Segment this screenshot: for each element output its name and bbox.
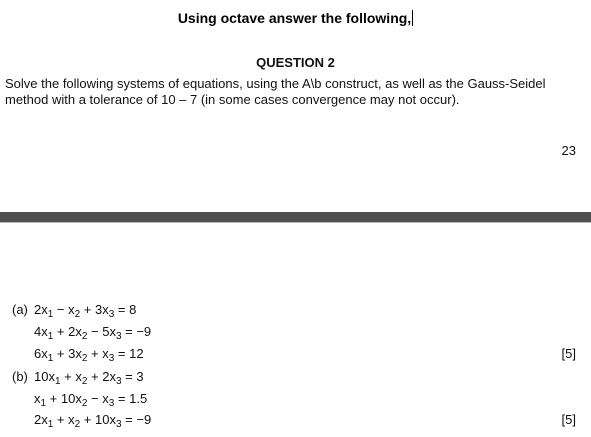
equation xyxy=(34,302,136,320)
equation-term: 2x xyxy=(34,412,48,427)
part-b-marks: [5] xyxy=(561,412,576,427)
equation-subscript: 3 xyxy=(115,419,122,430)
equation-term: = −9 xyxy=(121,412,152,427)
equation-subscript: 2 xyxy=(81,376,88,387)
equation xyxy=(34,346,144,364)
equation-term: = 12 xyxy=(114,346,144,361)
page-number: 23 xyxy=(561,143,576,158)
equation-term: + 3x xyxy=(80,302,109,317)
equation-subscript: 1 xyxy=(40,398,47,409)
equation-term: − x xyxy=(53,302,75,317)
equation-subscript: 2 xyxy=(81,398,88,409)
equation-subscript: 1 xyxy=(47,331,54,342)
equation-subscript: 1 xyxy=(54,376,61,387)
question-line-1: Solve the following systems of equations, using the A\b construct, as well as the Gauss-Seidel xyxy=(5,76,546,91)
equation-term: 4x xyxy=(34,324,48,339)
equation-subscript: 1 xyxy=(47,419,54,430)
equation-term: + x xyxy=(60,369,82,384)
equation-subscript: 1 xyxy=(47,353,54,364)
equation-subscript: 2 xyxy=(81,331,88,342)
equation-term: = 8 xyxy=(114,302,137,317)
equation-term: x xyxy=(34,391,41,406)
equation-subscript: 3 xyxy=(108,353,115,364)
instruction-text xyxy=(0,10,591,26)
page-divider xyxy=(0,212,591,222)
equation-term: + 2x xyxy=(87,369,116,384)
equation-term: + 2x xyxy=(53,324,82,339)
equation-subscript: 3 xyxy=(115,376,122,387)
question-line-2: method with a tolerance of 10 – 7 (in some cases convergence may not occur). xyxy=(5,92,460,107)
instruction-label: Using octave answer the following, xyxy=(177,10,412,26)
equation-term: 6x xyxy=(34,346,48,361)
equation xyxy=(34,369,144,387)
equation-term: 2x xyxy=(34,302,48,317)
equation-subscript: 1 xyxy=(47,309,54,320)
equation-subscript: 2 xyxy=(74,309,81,320)
question-body xyxy=(5,76,587,108)
equation-subscript: 2 xyxy=(81,353,88,364)
equation-term: = 1.5 xyxy=(114,391,148,406)
part-a-label: (a) xyxy=(12,302,28,317)
equation-term: 10x xyxy=(34,369,55,384)
page-divider-edge xyxy=(0,222,591,223)
equation-term: = −9 xyxy=(121,324,152,339)
equation-term: + x xyxy=(53,412,75,427)
equation xyxy=(34,391,147,409)
equation-subscript: 2 xyxy=(74,419,81,430)
text-cursor xyxy=(412,10,413,26)
question-title: QUESTION 2 xyxy=(256,55,335,70)
equation-subscript: 3 xyxy=(115,331,122,342)
equation-term: − x xyxy=(87,391,109,406)
equation-term: = 3 xyxy=(121,369,144,384)
equation-subscript: 3 xyxy=(108,309,115,320)
equation-term: + 10x xyxy=(46,391,82,406)
equation-term: + 10x xyxy=(80,412,116,427)
equation-subscript: 3 xyxy=(108,398,115,409)
equation-term: + x xyxy=(87,346,109,361)
equation-term: + 3x xyxy=(53,346,82,361)
part-b-label: (b) xyxy=(12,369,28,384)
equation-term: − 5x xyxy=(87,324,116,339)
equation xyxy=(34,324,151,342)
part-a-marks: [5] xyxy=(561,346,576,361)
equation xyxy=(34,412,151,430)
